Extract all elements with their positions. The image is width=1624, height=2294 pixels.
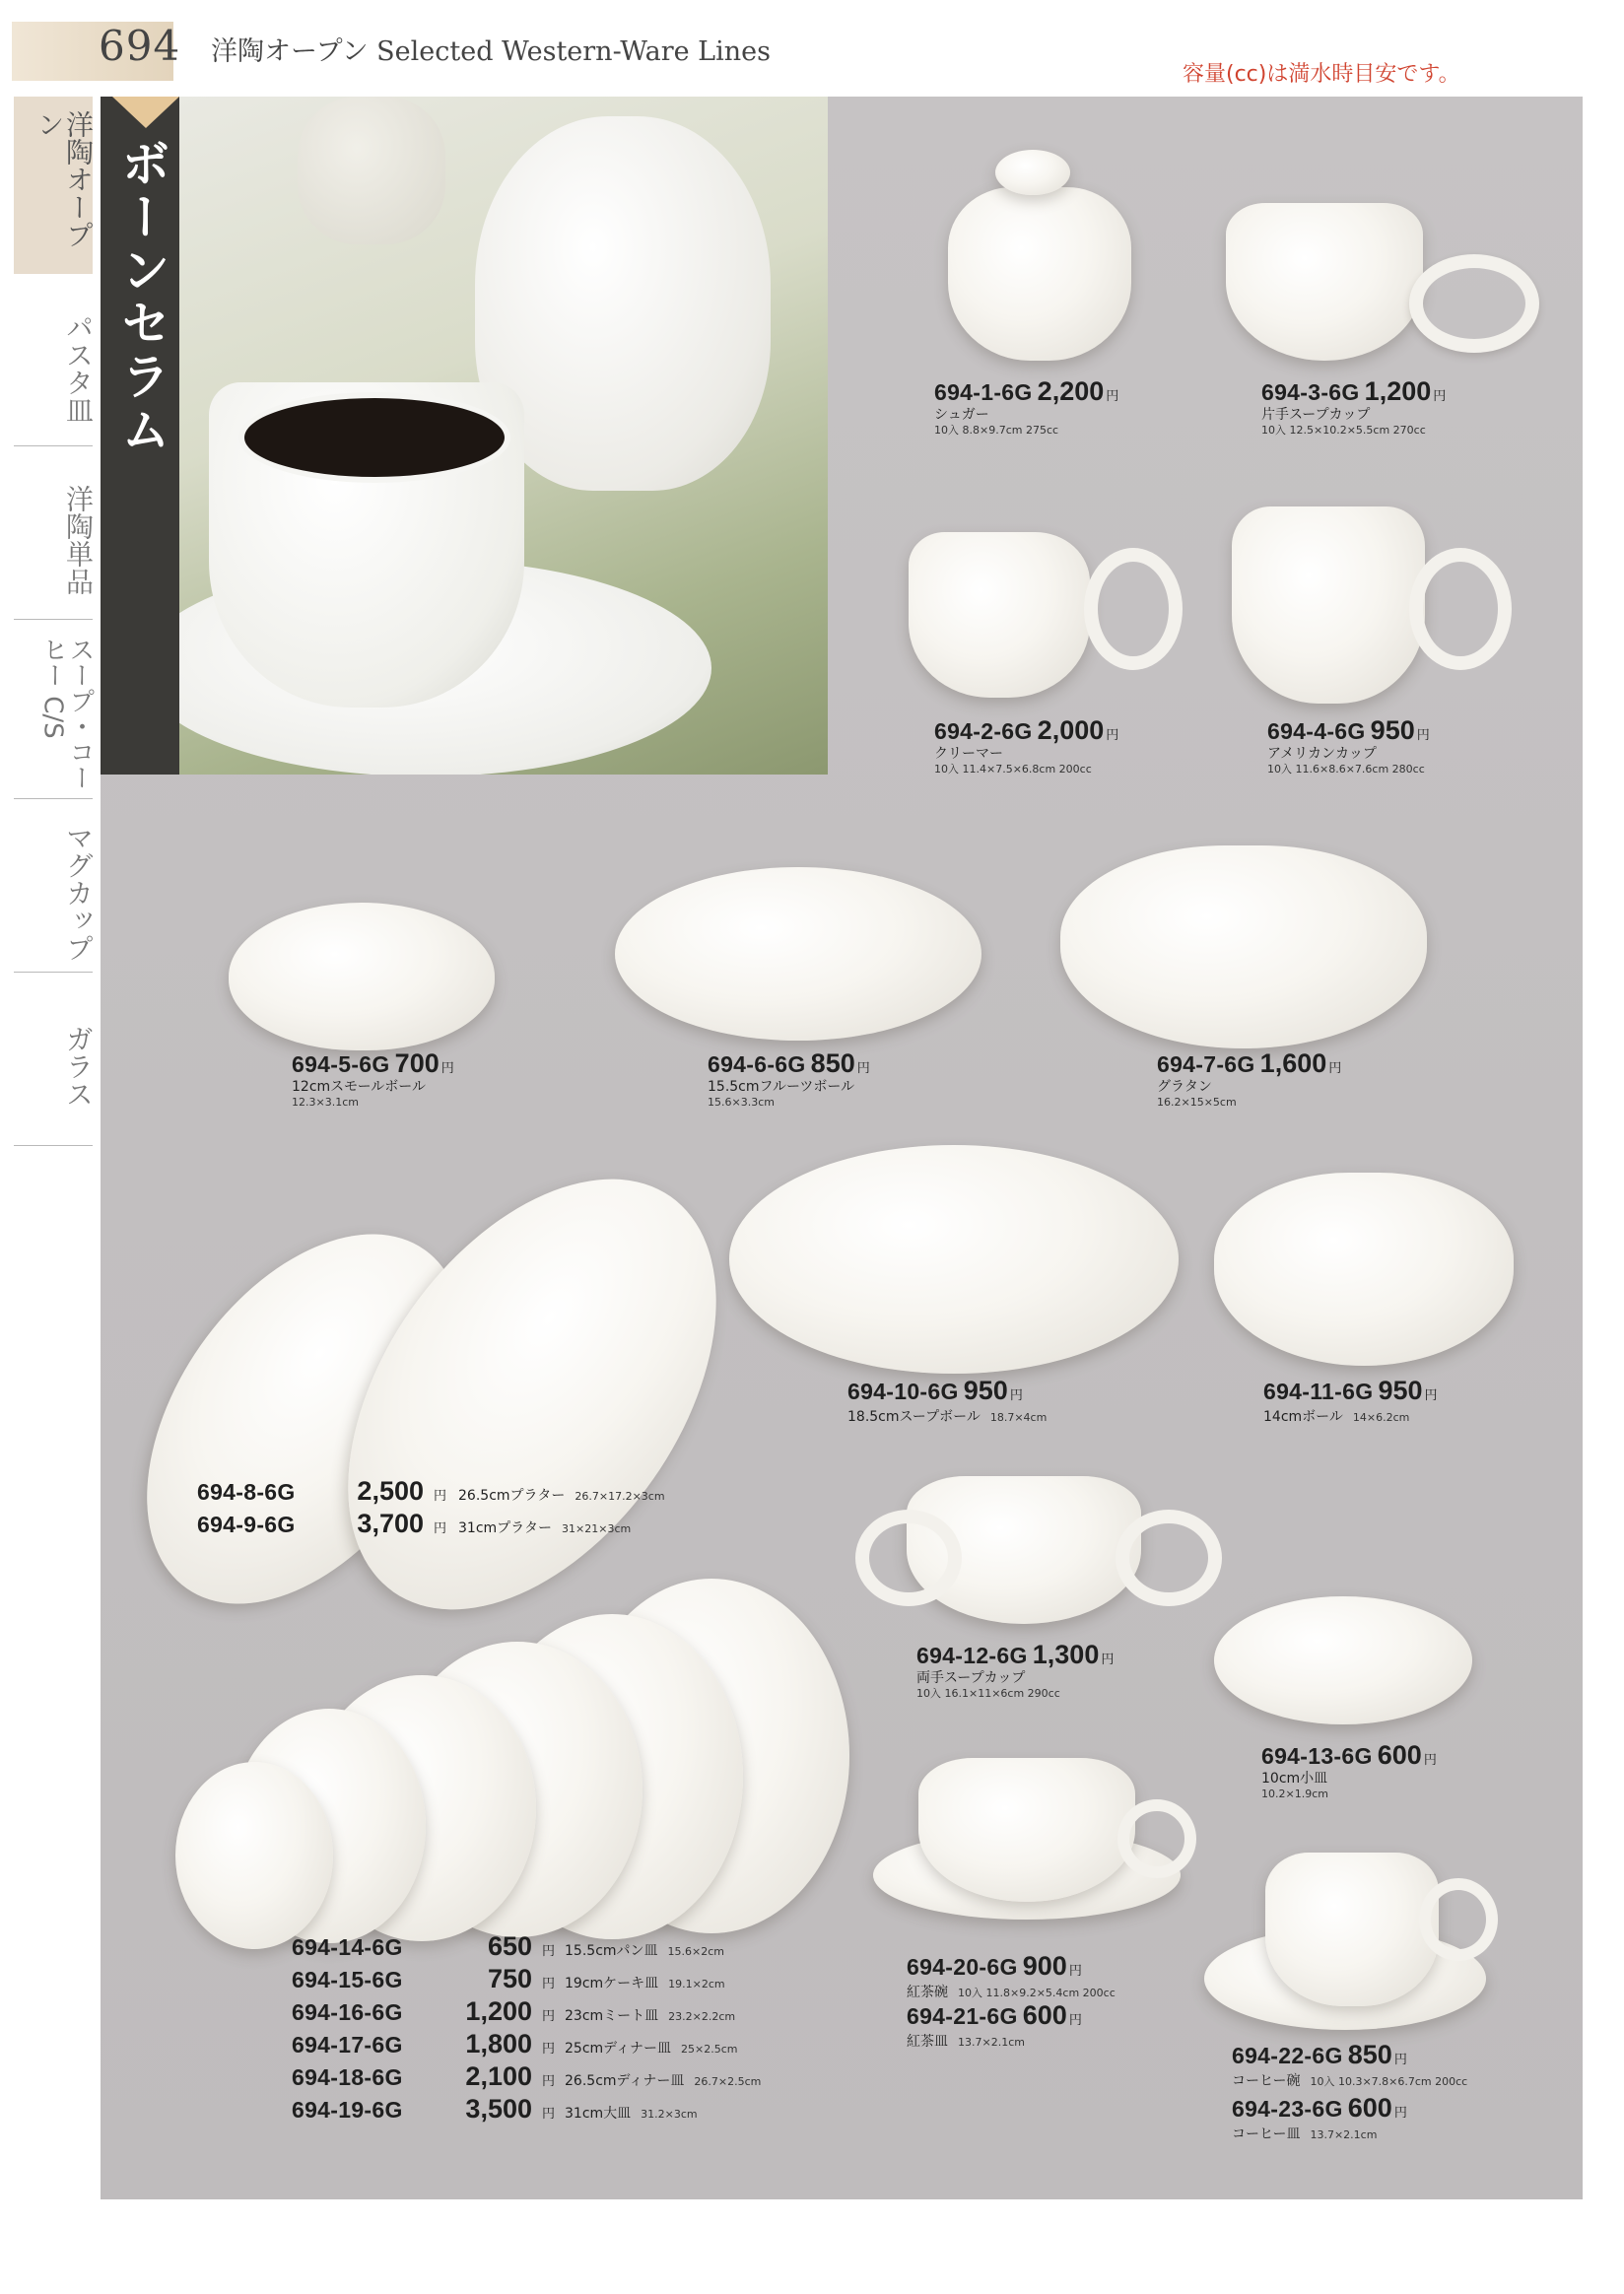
- product-price: 850: [1347, 2040, 1392, 2069]
- nav-divider: [14, 619, 93, 620]
- nav-item-soup-coffee-cs[interactable]: [14, 623, 93, 796]
- product-name: アメリカンカップ: [1267, 746, 1377, 762]
- product-price: 3,700: [357, 1509, 424, 1538]
- product-price: 1,200: [465, 1996, 532, 2026]
- product-spec: 10入 10.3×7.8×6.7cm 200cc: [1310, 2075, 1468, 2088]
- product-name: コーヒー皿: [1232, 2126, 1301, 2142]
- nav-item-western-single[interactable]: [14, 449, 93, 617]
- product-image-14cm-bowl: [1214, 1173, 1514, 1366]
- product-image-gratin: [1060, 845, 1427, 1048]
- yen-mark: 円: [1106, 389, 1119, 404]
- product-spec: 10.2×1.9cm: [1261, 1787, 1328, 1800]
- yen-mark: 円: [434, 1521, 447, 1536]
- product-spec: 14×6.2cm: [1352, 1411, 1410, 1424]
- product-code: 694-1-6G: [934, 379, 1033, 405]
- product-image-american-cup: [1232, 506, 1425, 704]
- product-spec: 26.7×17.2×3cm: [575, 1490, 665, 1503]
- product-code: 694-10-6G: [847, 1379, 959, 1404]
- product-name: 14cmボール: [1263, 1409, 1343, 1425]
- hero-photo: [179, 97, 828, 775]
- product-image-handle: [1419, 1878, 1498, 1961]
- product-name: 23cmミート皿: [565, 2008, 659, 2024]
- product-image-handle: [1117, 1799, 1196, 1878]
- nav-label: パスタ皿: [62, 313, 95, 424]
- nav-item-glass[interactable]: [14, 976, 93, 1143]
- product-code: 694-13-6G: [1261, 1743, 1373, 1769]
- product-code: 694-11-6G: [1263, 1379, 1374, 1404]
- list-item: [292, 1996, 761, 2029]
- list-item: [197, 1509, 665, 1541]
- product-label-694-20: [907, 1951, 1116, 2001]
- product-name: クリーマー: [934, 746, 1003, 762]
- product-name: 15.5cmフルーツボール: [708, 1079, 855, 1095]
- product-list-plates: [292, 1931, 761, 2126]
- product-name: 31cmプラター: [458, 1520, 553, 1536]
- product-name: 片手スープカップ: [1261, 407, 1371, 423]
- yen-mark: 円: [434, 1489, 447, 1504]
- product-price: 1,200: [1364, 376, 1432, 406]
- product-price: 2,100: [465, 2061, 532, 2091]
- product-label-694-21: [907, 2000, 1082, 2051]
- product-price: 2,200: [1037, 376, 1105, 406]
- product-name: 12cmスモールボール: [292, 1079, 427, 1095]
- product-code: 694-21-6G: [907, 2003, 1018, 2029]
- product-price: 2,000: [1037, 715, 1105, 745]
- product-image-handle: [1409, 548, 1512, 670]
- product-label-694-13: [1261, 1740, 1437, 1801]
- product-spec: 18.7×4cm: [989, 1411, 1048, 1424]
- product-price: 600: [1377, 1740, 1422, 1770]
- yen-mark: 円: [542, 2107, 556, 2122]
- product-price: 700: [394, 1048, 440, 1078]
- product-spec: 23.2×2.2cm: [668, 2010, 736, 2023]
- yen-mark: 円: [440, 1061, 454, 1076]
- product-price: 1,300: [1032, 1640, 1100, 1669]
- product-price: 850: [810, 1048, 855, 1078]
- list-item: [292, 2094, 761, 2126]
- product-image-sugar-lid: [995, 150, 1070, 195]
- product-name: コーヒー碗: [1232, 2073, 1301, 2089]
- creamer-image: [298, 97, 445, 244]
- product-spec: 13.7×2.1cm: [1310, 2128, 1378, 2141]
- product-code: 694-7-6G: [1157, 1051, 1255, 1077]
- nav-divider: [14, 1145, 93, 1146]
- product-code: 694-9-6G: [197, 1512, 296, 1537]
- coffee-image: [238, 392, 510, 483]
- product-price: 600: [1347, 2093, 1392, 2123]
- nav-item-pasta-plate[interactable]: [14, 278, 93, 445]
- list-item: [292, 1964, 761, 1996]
- product-spec: 10入 11.6×8.6×7.6cm 280cc: [1267, 762, 1425, 776]
- list-item: [197, 1476, 665, 1509]
- nav-label: マグカップ: [62, 824, 95, 962]
- product-image-10cm-plate: [1214, 1596, 1472, 1724]
- product-code: 694-12-6G: [916, 1643, 1028, 1668]
- product-spec: 31.2×3cm: [641, 2108, 698, 2121]
- product-price: 750: [487, 1964, 532, 1993]
- product-image-sugar: [948, 187, 1131, 361]
- nav-label: スープ・コーヒー C/S: [37, 637, 95, 790]
- product-spec: 15.6×2cm: [667, 1945, 725, 1958]
- yen-mark: 円: [1433, 389, 1447, 404]
- product-label-694-3: [1261, 376, 1446, 438]
- list-item: [292, 2061, 761, 2094]
- product-image-handle: [1116, 1510, 1222, 1606]
- product-label-694-4: [1267, 715, 1430, 776]
- product-image-plate-15-5cm: [175, 1762, 333, 1949]
- nav-divider: [14, 445, 93, 446]
- capacity-note: 容量(cc)は満水時目安です。: [1183, 62, 1460, 87]
- yen-mark: 円: [1009, 1388, 1023, 1403]
- product-label-694-5: [292, 1048, 454, 1110]
- product-code: 694-6-6G: [708, 1051, 806, 1077]
- nav-item-mug-cup[interactable]: [14, 802, 93, 970]
- product-name: 10cm小皿: [1261, 1771, 1328, 1787]
- product-code: 694-15-6G: [292, 1967, 403, 1992]
- product-spec: 10入 11.4×7.5×6.8cm 200cc: [934, 762, 1092, 776]
- product-label-694-10: [847, 1376, 1047, 1426]
- product-price: 600: [1022, 2000, 1067, 2030]
- product-spec: 12.3×3.1cm: [292, 1095, 359, 1109]
- yen-mark: 円: [542, 2074, 556, 2089]
- product-price: 950: [1378, 1376, 1423, 1405]
- yen-mark: 円: [1068, 2013, 1082, 2028]
- product-code: 694-4-6G: [1267, 718, 1366, 744]
- series-name: ボーンセラム: [113, 138, 170, 457]
- product-price: 650: [487, 1931, 532, 1961]
- yen-mark: 円: [1416, 728, 1430, 743]
- product-price: 1,600: [1259, 1048, 1327, 1078]
- product-spec: 10入 12.5×10.2×5.5cm 270cc: [1261, 423, 1426, 437]
- product-spec: 13.7×2.1cm: [958, 2036, 1025, 2049]
- product-code: 694-19-6G: [292, 2097, 403, 2123]
- product-price: 2,500: [357, 1476, 424, 1506]
- product-code: 694-20-6G: [907, 1954, 1018, 1980]
- nav-label: 洋陶単品: [62, 485, 95, 595]
- yen-mark: 円: [1393, 2106, 1407, 2121]
- product-image-soup-bowl: [729, 1145, 1179, 1374]
- product-name: 紅茶碗: [907, 1985, 948, 2000]
- yen-mark: 円: [1393, 2053, 1407, 2067]
- product-code: 694-16-6G: [292, 1999, 403, 2025]
- product-spec: 26.7×2.5cm: [694, 2075, 762, 2088]
- product-label-694-7: [1157, 1048, 1341, 1110]
- nav-label: ガラス: [62, 1025, 95, 1108]
- product-spec: 15.6×3.3cm: [708, 1095, 775, 1109]
- product-name: 紅茶皿: [907, 2034, 948, 2050]
- page-number: 694: [99, 22, 181, 70]
- product-spec: 31×21×3cm: [562, 1522, 632, 1535]
- product-code: 694-5-6G: [292, 1051, 390, 1077]
- yen-mark: 円: [1423, 1753, 1437, 1768]
- product-code: 694-2-6G: [934, 718, 1033, 744]
- product-label-694-6: [708, 1048, 870, 1110]
- yen-mark: 円: [542, 2009, 556, 2024]
- product-image-small-bowl: [229, 903, 495, 1050]
- product-label-694-2: [934, 715, 1118, 776]
- product-spec: 16.2×15×5cm: [1157, 1095, 1237, 1109]
- product-name: シュガー: [934, 407, 989, 423]
- page-title: 洋陶オープン Selected Western-Ware Lines: [211, 36, 771, 67]
- product-name: 18.5cmスープボール: [847, 1409, 981, 1425]
- product-spec: 19.1×2cm: [668, 1978, 725, 1990]
- product-image-handle: [1409, 254, 1539, 353]
- product-price: 1,800: [465, 2029, 532, 2058]
- product-image-coffee-cup: [1265, 1853, 1439, 2006]
- product-code: 694-8-6G: [197, 1479, 296, 1505]
- product-image-soup-cup: [1226, 203, 1423, 361]
- list-item: [292, 2029, 761, 2061]
- product-name: 26.5cmディナー皿: [565, 2073, 685, 2089]
- product-name: 26.5cmプラター: [458, 1488, 566, 1504]
- product-label-694-22: [1232, 2040, 1467, 2090]
- product-code: 694-23-6G: [1232, 2096, 1343, 2122]
- yen-mark: 円: [1424, 1388, 1438, 1403]
- yen-mark: 円: [542, 1977, 556, 1991]
- product-image-fruit-bowl: [615, 867, 981, 1041]
- product-label-694-12: [916, 1640, 1114, 1701]
- product-price: 900: [1022, 1951, 1067, 1981]
- product-code: 694-18-6G: [292, 2064, 403, 2090]
- product-name: 25cmディナー皿: [565, 2041, 672, 2057]
- nav-label: 洋陶オープン: [33, 110, 95, 248]
- yen-mark: 円: [542, 2042, 556, 2057]
- product-list-platters: [197, 1476, 665, 1541]
- yen-mark: 円: [1101, 1653, 1115, 1667]
- product-code: 694-3-6G: [1261, 379, 1360, 405]
- product-image-handle: [855, 1510, 962, 1606]
- yen-mark: 円: [1106, 728, 1119, 743]
- yen-mark: 円: [542, 1944, 556, 1959]
- product-name: 31cm大皿: [565, 2106, 632, 2122]
- product-image-creamer: [909, 532, 1090, 698]
- product-label-694-11: [1263, 1376, 1438, 1426]
- nav-divider: [14, 972, 93, 973]
- chevron-down-icon: [112, 97, 179, 128]
- yen-mark: 円: [1328, 1061, 1342, 1076]
- product-label-694-1: [934, 376, 1118, 438]
- product-code: 694-22-6G: [1232, 2043, 1343, 2068]
- product-name: グラタン: [1157, 1079, 1212, 1095]
- product-code: 694-14-6G: [292, 1934, 403, 1960]
- nav-divider: [14, 798, 93, 799]
- product-label-694-23: [1232, 2093, 1407, 2143]
- product-name: 両手スープカップ: [916, 1670, 1026, 1686]
- product-spec: 10入 11.8×9.2×5.4cm 200cc: [958, 1987, 1116, 1999]
- product-price: 950: [963, 1376, 1008, 1405]
- product-code: 694-17-6G: [292, 2032, 403, 2058]
- product-price: 950: [1370, 715, 1415, 745]
- product-name: 15.5cmパン皿: [565, 1943, 658, 1959]
- yen-mark: 円: [1068, 1964, 1082, 1979]
- yen-mark: 円: [856, 1061, 870, 1076]
- product-spec: 10入 8.8×9.7cm 275cc: [934, 423, 1059, 437]
- product-image-handle: [1084, 548, 1183, 670]
- product-price: 3,500: [465, 2094, 532, 2124]
- product-name: 19cmケーキ皿: [565, 1976, 659, 1991]
- product-spec: 10入 16.1×11×6cm 290cc: [916, 1686, 1060, 1700]
- nav-item-western-ware-open[interactable]: [14, 97, 93, 274]
- list-item: [292, 1931, 761, 1964]
- product-image-tea-cup: [918, 1758, 1135, 1902]
- product-spec: 25×2.5cm: [681, 2043, 738, 2056]
